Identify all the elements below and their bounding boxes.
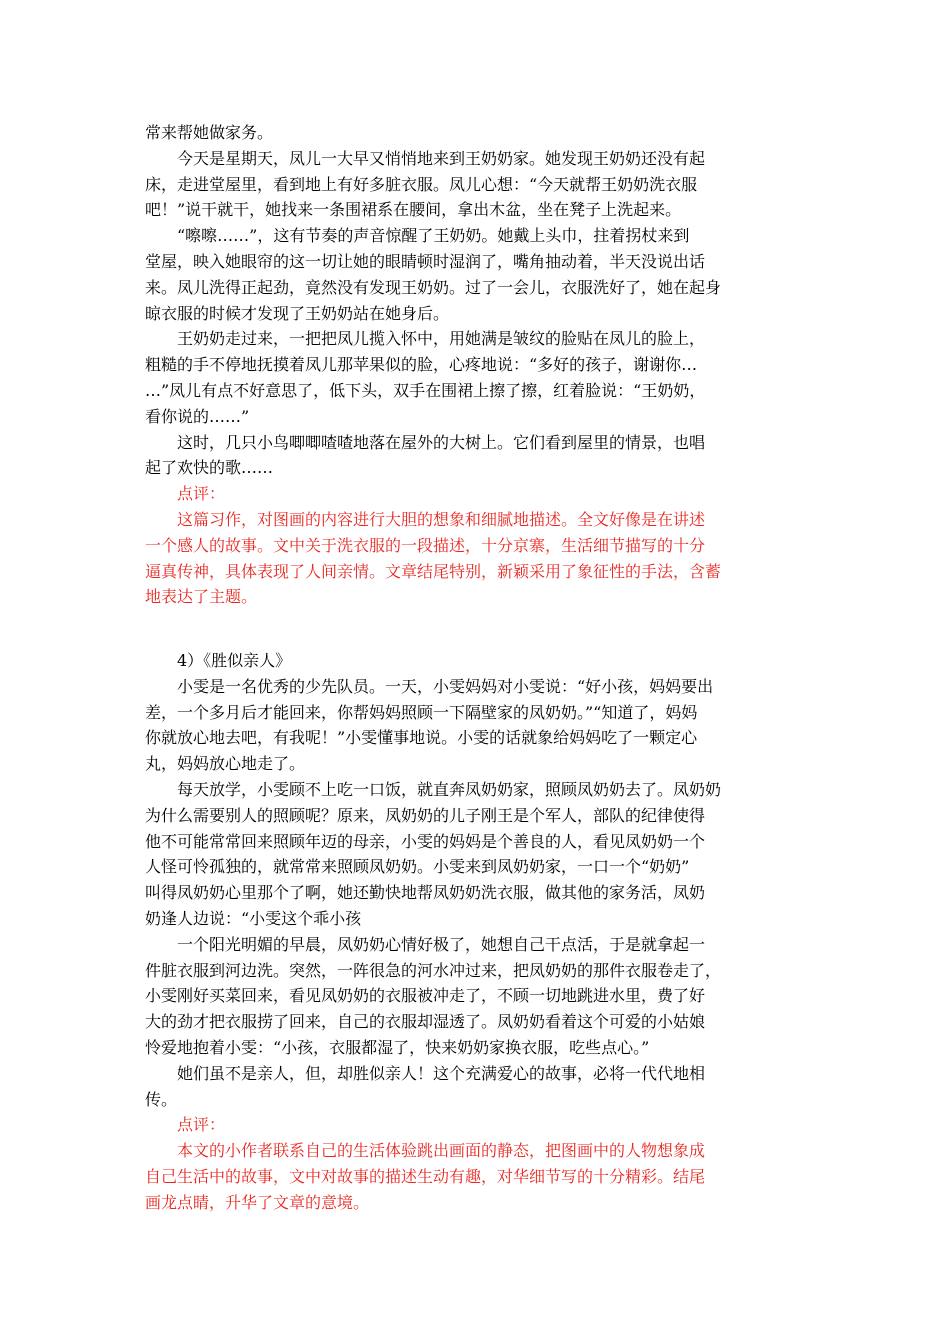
paragraph-line: 床，走进堂屋里，看到地上有好多脏衣服。凤儿心想：“今天就帮王奶奶洗衣服 [145, 174, 698, 194]
paragraph-line: 件脏衣服到河边洗。突然，一阵很急的河水冲过来，把凤奶奶的那件衣服卷走了， [145, 960, 722, 980]
paragraph-line: 堂屋，映入她眼帘的这一切让她的眼睛顿时湿润了，嘴角抽动着，半天没说出话 [145, 251, 706, 271]
comment-line: 本文的小作者联系自己的生活体验跳出画面的静态，把图画中的人物想象成 [145, 1141, 706, 1161]
paragraph-line: 起了欢快的歌…… [145, 458, 274, 478]
paragraph-line: 常来帮她做家务。 [145, 123, 274, 142]
comment-line: 自己生活中的故事，文中对故事的描述生动有趣，对华细节写的十分精彩。结尾 [145, 1166, 706, 1186]
paragraph-line: 她们虽不是亲人，但，却胜似亲人！这个充满爱心的故事，必将一代代地相 [145, 1063, 706, 1083]
paragraph-line: 大的劲才把衣服捞了回来，自己的衣服却湿透了。凤奶奶看着这个可爱的小姑娘 [145, 1012, 706, 1032]
paragraph-line: 晾衣服的时候才发现了王奶奶站在她身后。 [145, 303, 450, 323]
story3-body [145, 120, 805, 610]
paragraph-line: 奶逢人边说：“小雯这个乖小孩 [145, 908, 362, 928]
paragraph-line: 今天是星期天，凤儿一大早又悄悄地来到王奶奶家。她发现王奶奶还没有起 [145, 148, 706, 168]
paragraph-line: 丸，妈妈放心地走了。 [145, 754, 306, 774]
paragraph-line: 差，一个多月后才能回来，你帮妈妈照顾一下隔壁家的凤奶奶。”“知道了，妈妈 [145, 702, 698, 722]
paragraph-line: …”凤儿有点不好意思了，低下头，双手在围裙上擦了擦，红着脸说：“王奶奶， [145, 380, 706, 400]
paragraph-line: 看你说的……” [145, 406, 250, 426]
comment-heading: 点评： [145, 484, 226, 504]
paragraph-line: 粗糙的手不停地抚摸着凤儿那苹果似的脸，心疼地说：“多好的孩子，谢谢你… [145, 355, 698, 375]
paragraph-line: 你就放心地去吧，有我呢！”小雯懂事地说。小雯的话就象给妈妈吃了一颗定心 [145, 728, 698, 748]
paragraph-line: 怜爱地抱着小雯：“小孩，衣服都湿了，快来奶奶家换衣服，吃些点心。” [145, 1037, 650, 1057]
comment-line: 逼真传神，具体表现了人间亲情。文章结尾特别，新颖采用了象征性的手法，含蓄 [145, 561, 722, 581]
paragraph-line: 传。 [145, 1089, 178, 1109]
story4-body [145, 648, 805, 1216]
paragraph-line: 王奶奶走过来，一把把凤儿揽入怀中，用她满是皱纹的脸贴在凤儿的脸上， [145, 329, 706, 349]
comment-line: 这篇习作，对图画的内容进行大胆的想象和细腻地描述。全文好像是在讲述 [145, 509, 706, 529]
story-title: 4）《胜似亲人》 [145, 651, 292, 670]
paragraph-line: “嚓嚓……”，这有节奏的声音惊醒了王奶奶。她戴上头巾，拄着拐杖来到 [145, 226, 690, 246]
paragraph-line: 叫得凤奶奶心里那个了啊，她还勤快地帮凤奶奶洗衣服，做其他的家务活，凤奶 [145, 883, 706, 903]
paragraph-line: 一个阳光明媚的早晨，凤奶奶心情好极了，她想自己干点活，于是就拿起一 [145, 934, 706, 954]
comment-line: 地表达了主题。 [145, 587, 258, 607]
comment-heading: 点评： [145, 1115, 226, 1135]
comment-line: 一个感人的故事。文中关于洗衣服的一段描述，十分京寨，生活细节描写的十分 [145, 535, 706, 555]
paragraph-line: 来。凤儿洗得正起劲，竟然没有发现王奶奶。过了一会儿，衣服洗好了，她在起身 [145, 277, 722, 297]
paragraph-line: 吧！”说干就干，她找来一条围裙系在腰间，拿出木盆，坐在凳子上洗起来。 [145, 200, 682, 220]
paragraph-line: 小雯刚好买菜回来，看见凤奶奶的衣服被冲走了，不顾一切地跳进水里，费了好 [145, 986, 706, 1006]
comment-line: 画龙点睛，升华了文章的意境。 [145, 1192, 370, 1212]
paragraph-line: 每天放学，小雯顾不上吃一口饭，就直奔凤奶奶家，照顾凤奶奶去了。凤奶奶 [145, 779, 722, 799]
paragraph-line: 他不可能常常回来照顾年迈的母亲，小雯的妈妈是个善良的人，看见凤奶奶一个 [145, 831, 706, 851]
paragraph-line: 这时，几只小鸟唧唧喳喳地落在屋外的大树上。它们看到屋里的情景，也唱 [145, 432, 706, 452]
paragraph-line: 为什么需要别人的照顾呢？原来，凤奶奶的儿子刚王是个军人，部队的纪律使得 [145, 805, 706, 825]
paragraph-line: 小雯是一名优秀的少先队员。一天，小雯妈妈对小雯说：“好小孩，妈妈要出 [145, 676, 714, 696]
paragraph-line: 人怪可怜孤独的，就常常来照顾凤奶奶。小雯来到凤奶奶家，一口一个“奶奶” [145, 857, 690, 877]
